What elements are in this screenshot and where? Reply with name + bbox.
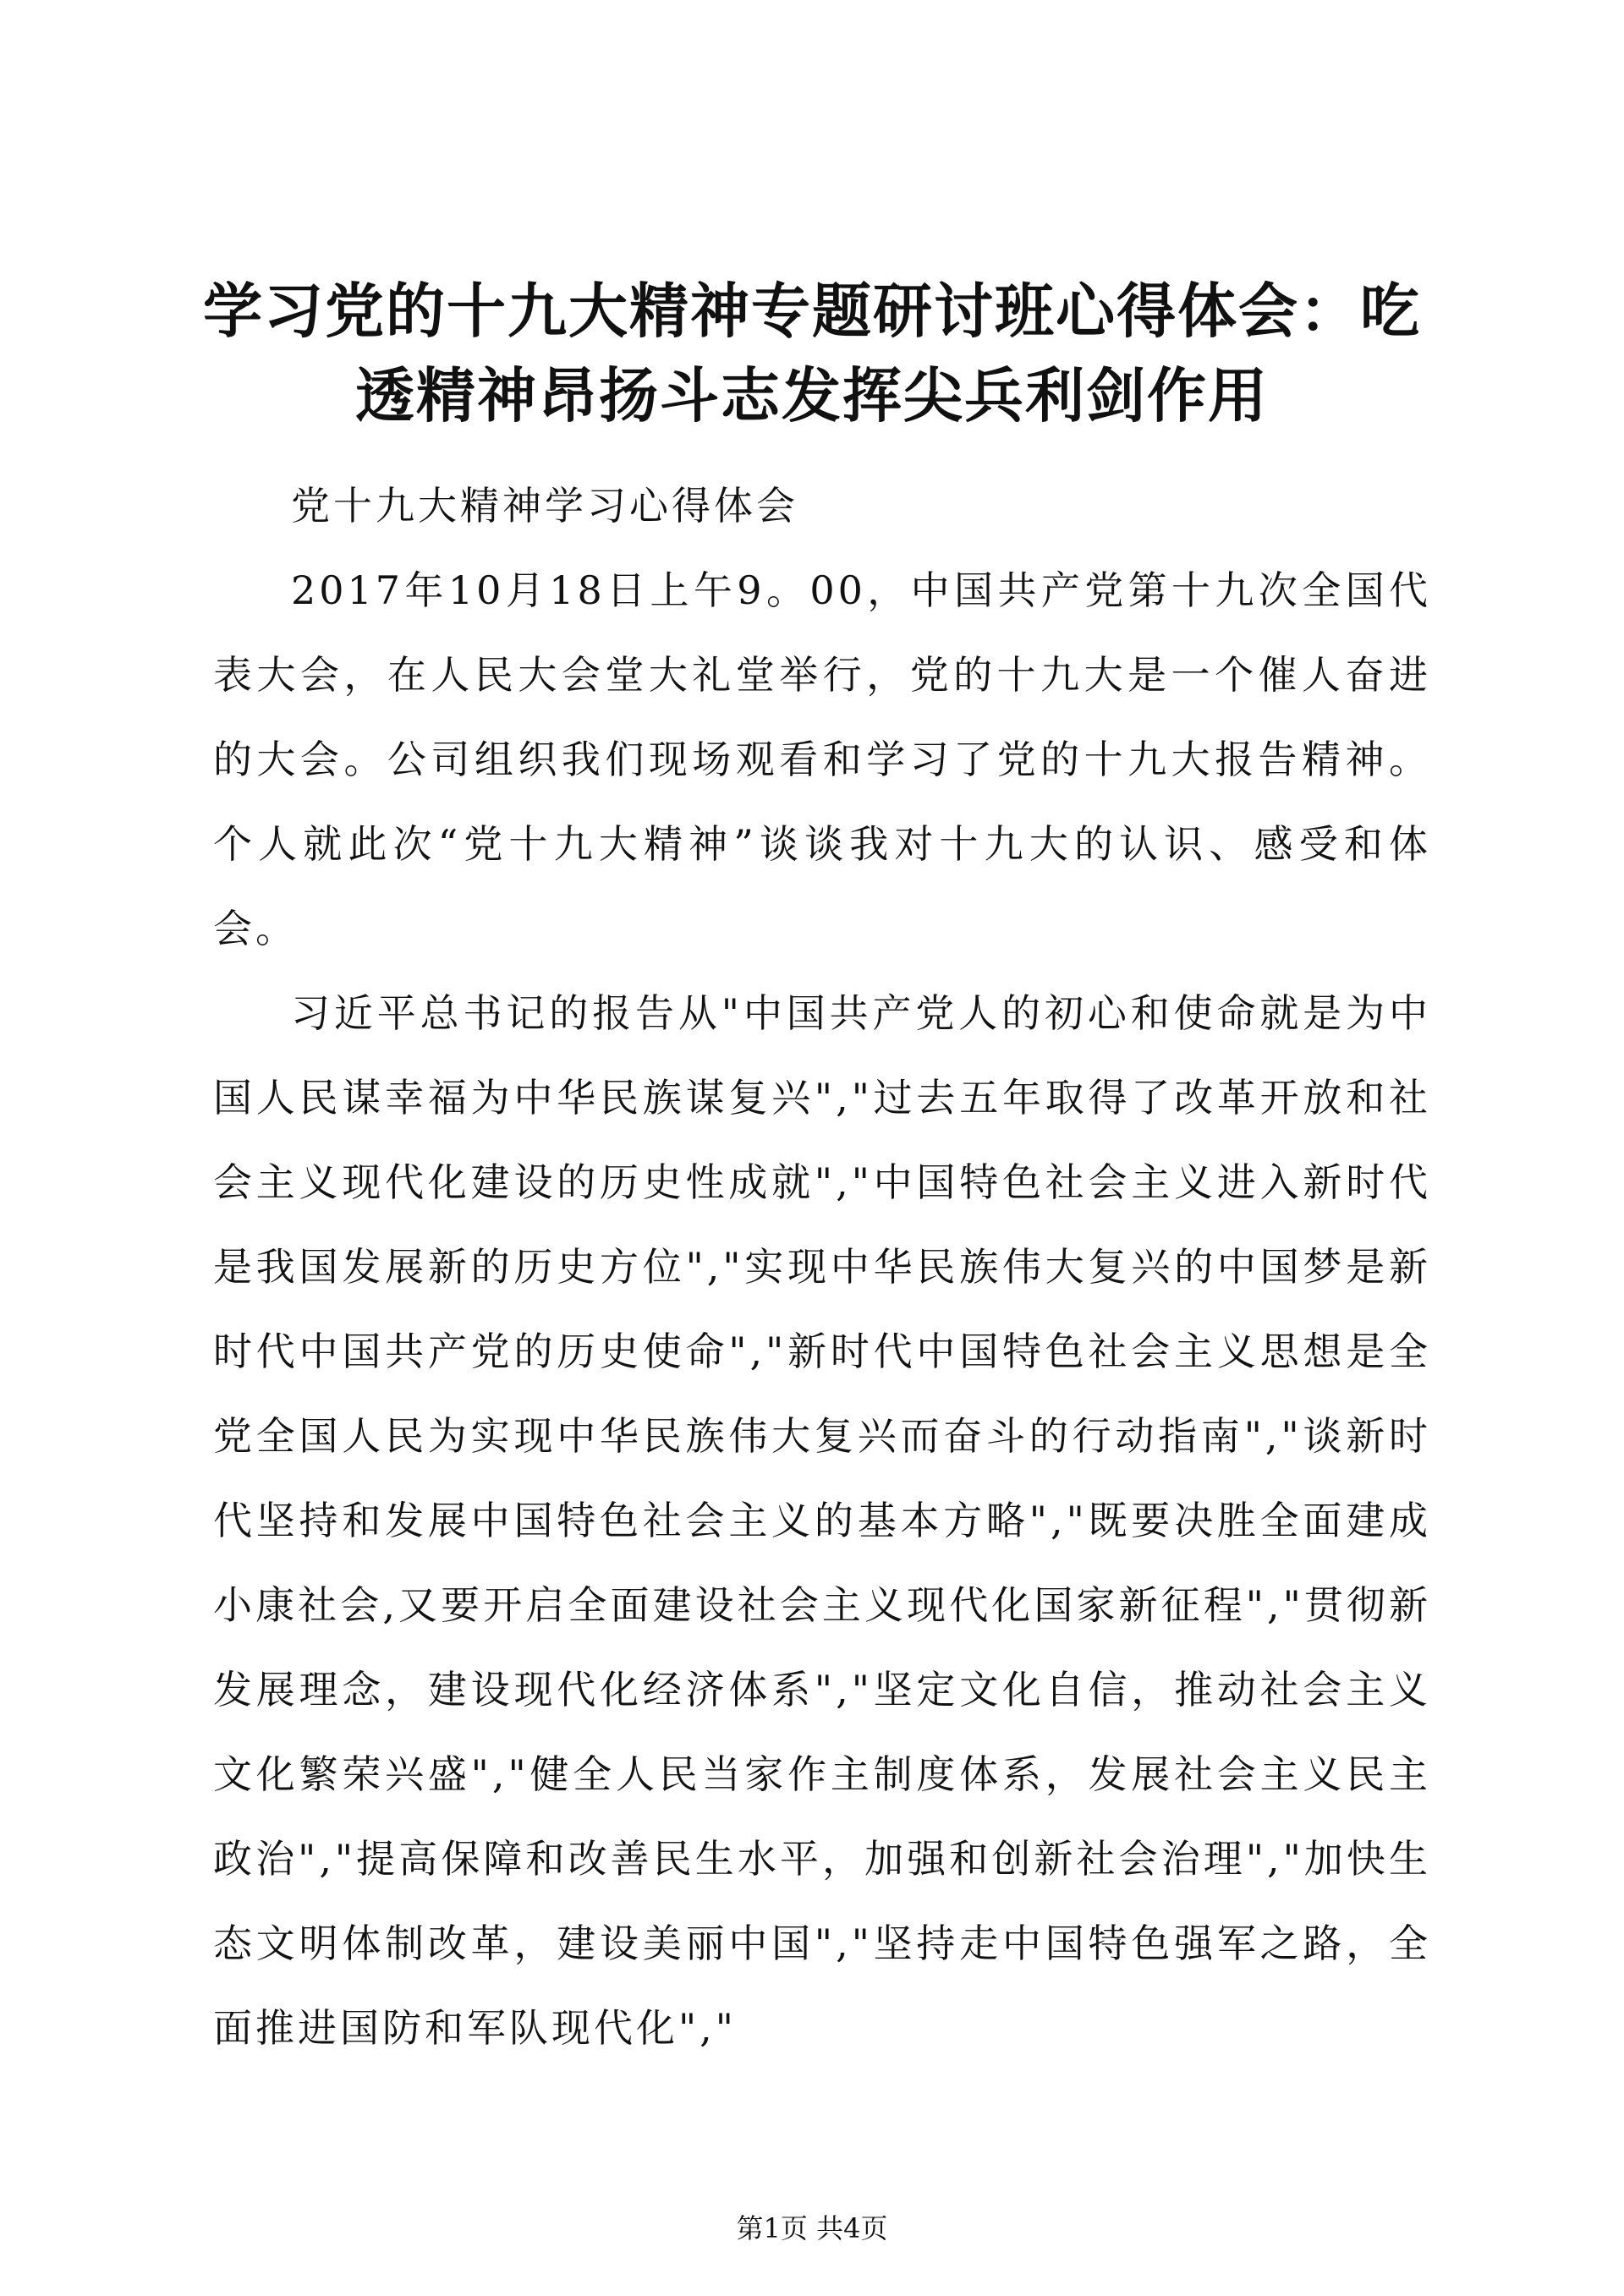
title-line-1: 学习党的十九大精神专题研讨班心得体会：吃 <box>203 276 1421 346</box>
title-line-2: 透精神昂扬斗志发挥尖兵利剑作用 <box>355 360 1269 430</box>
subtitle-paragraph: 党十九大精神学习心得体会 <box>291 483 798 529</box>
report-paragraph: 习近平总书记的报告从"中国共产党人的初心和使命就是为中国人民谋幸福为中华民族谋复兴","过去五年取得了改革开放和社会主义现代化建设的历史性成就","中国特色社会主义进入新时代是我国发展新的历史方位","实现中华民族伟大复兴的中国梦是新时代中国共产党的历史使命","新时代中国特色社会主义思想是全党全国人民为实现中华民族伟大复兴而奋斗的行动指南","谈新时代坚持和发展中国特色社会主义的基本方略","既要决胜全面建成小康社会,又要开启全面建设社会主义现代化国家新征程","贯彻新发展理念，建设现代化经济体系","坚定文化自信，推动社会主义文化繁荣兴盛","健全人民当家作主制度体系，发展社会主义民主政治","提高保障和改善民生水平，加强和创新社会治理","加快生态文明体制改革，建设美丽中国","坚持走中国特色强军之路，全面推进国防和军队现代化"," <box>213 990 1431 2051</box>
page-footer <box>0 2211 1624 2245</box>
document-body <box>213 463 1431 2070</box>
intro-paragraph: 2017年10月18日上午9。00，中国共产党第十九次全国代表大会，在人民大会堂大礼堂举行，党的十九大是一个催人奋进的大会。公司组织我们现场观看和学习了党的十九大报告精神。个人就此次“党十九大精神”谈谈我对十九大的认识、感受和体会。 <box>213 567 1431 951</box>
document-title <box>169 269 1455 438</box>
page-number: 第1页 共4页 <box>736 2212 888 2244</box>
